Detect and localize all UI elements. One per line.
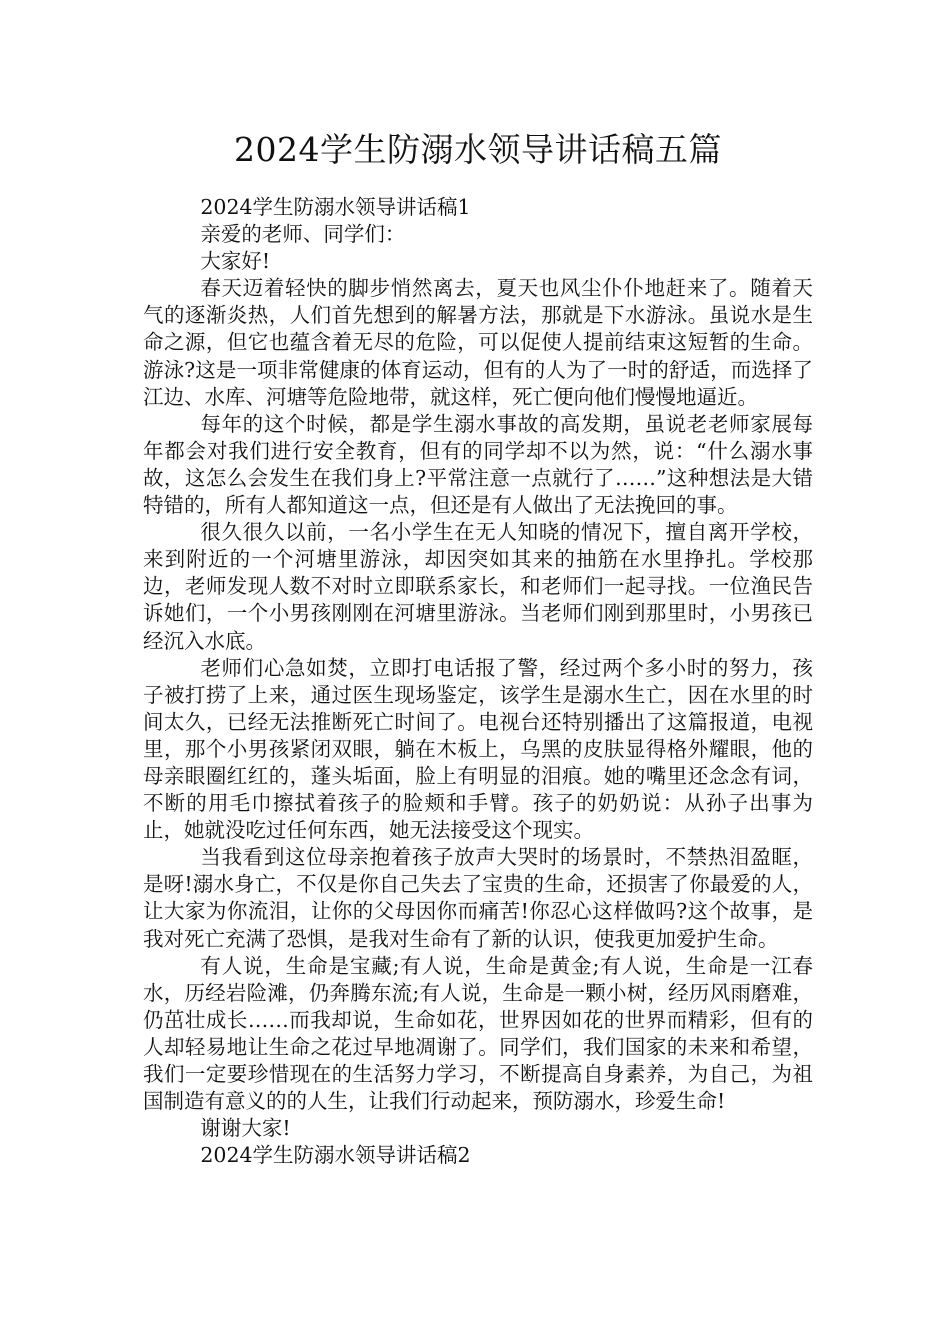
body-paragraph: 老师们心急如焚，立即打电话报了警，经过两个多小时的努力，孩子被打捞了上来，通过医生现场鉴定，该学生是溺水生亡，因在水里的时间太久，已经无法推断死亡时间了。电视台还特别播出了这篇报道，电视里，那个小男孩紧闭双眼，躺在木板上，乌黑的皮肤显得格外耀眼，他的母亲眼圈红红的，蓬头垢面，脸上有明显的泪痕。她的嘴里还念念有词，不断的用毛巾擦拭着孩子的脸颊和手臂。孩子的奶奶说：从孙子出事为止，她就没吃过任何东西，她无法接受这个现实。: [143, 655, 813, 843]
body-paragraph: 每年的这个时候，都是学生溺水事故的高发期，虽说老老师家展每年都会对我们进行安全教育，但有的同学却不以为然，说：“什么溺水事故，这怎么会发生在我们身上?平常注意一点就行了……”这种想法是大错特错的，所有人都知道这一点，但还是有人做出了无法挽回的事。: [143, 411, 813, 518]
salutation: 亲爱的老师、同学们：: [200, 222, 406, 247]
document-body: [143, 194, 813, 1169]
document-page: [143, 122, 813, 1169]
greeting: 大家好!: [200, 249, 271, 274]
closing-thanks: 谢谢大家!: [200, 1116, 291, 1141]
body-paragraph: 很久很久以前，一名小学生在无人知晓的情况下，擅自离开学校，来到附近的一个河塘里游泳，却因突如其来的抽筋在水里挣扎。学校那边，老师发现人数不对时立即联系家长，和老师们一起寻找。一位渔民告诉她们，一个小男孩刚刚在河塘里游泳。当老师们刚到那里时，小男孩已经沉入水底。: [143, 520, 813, 653]
body-paragraph: 当我看到这位母亲抱着孩子放声大哭时的场景时，不禁热泪盈眶，是呀!溺水身亡，不仅是你自己失去了宝贵的生命，还损害了你最爱的人，让大家为你流泪，让你的父母因你而痛苦!你忍心这样做吗?这个故事，是我对死亡充满了恐惧，是我对生命有了新的认识，使我更加爱护生命。: [143, 845, 813, 951]
body-paragraph: 有人说，生命是宝藏;有人说，生命是黄金;有人说，生命是一江春水，历经岩险滩，仍奔腾东流;有人说，生命是一颗小树，经历风雨磨难，仍茁壮成长……而我却说，生命如花，世界因如花的世界而精彩，但有的人却轻易地让生命之花过早地凋谢了。同学们，我们国家的未来和希望，我们一定要珍惜现在的生活努力学习，不断提高自身素养，为自己，为祖国制造有意义的的人生，让我们行动起来，预防溺水，珍爱生命!: [143, 953, 813, 1114]
body-paragraph: 春天迈着轻快的脚步悄然离去，夏天也风尘仆仆地赶来了。随着天气的逐渐炎热，人们首先想到的解暑方法，那就是下水游泳。虽说水是生命之源，但它也蕴含着无尽的危险，可以促使人提前结束这短暂的生命。游泳?这是一项非常健康的体育运动，但有的人为了一时的舒适，而选择了江边、水库、河塘等危险地带，就这样，死亡便向他们慢慢地逼近。: [143, 276, 813, 409]
speech-heading-2: 2024学生防溺水领导讲话稿2: [200, 1143, 471, 1168]
speech-heading-1: 2024学生防溺水领导讲话稿1: [200, 195, 471, 219]
document-title: 2024学生防溺水领导讲话稿五篇: [234, 130, 722, 169]
